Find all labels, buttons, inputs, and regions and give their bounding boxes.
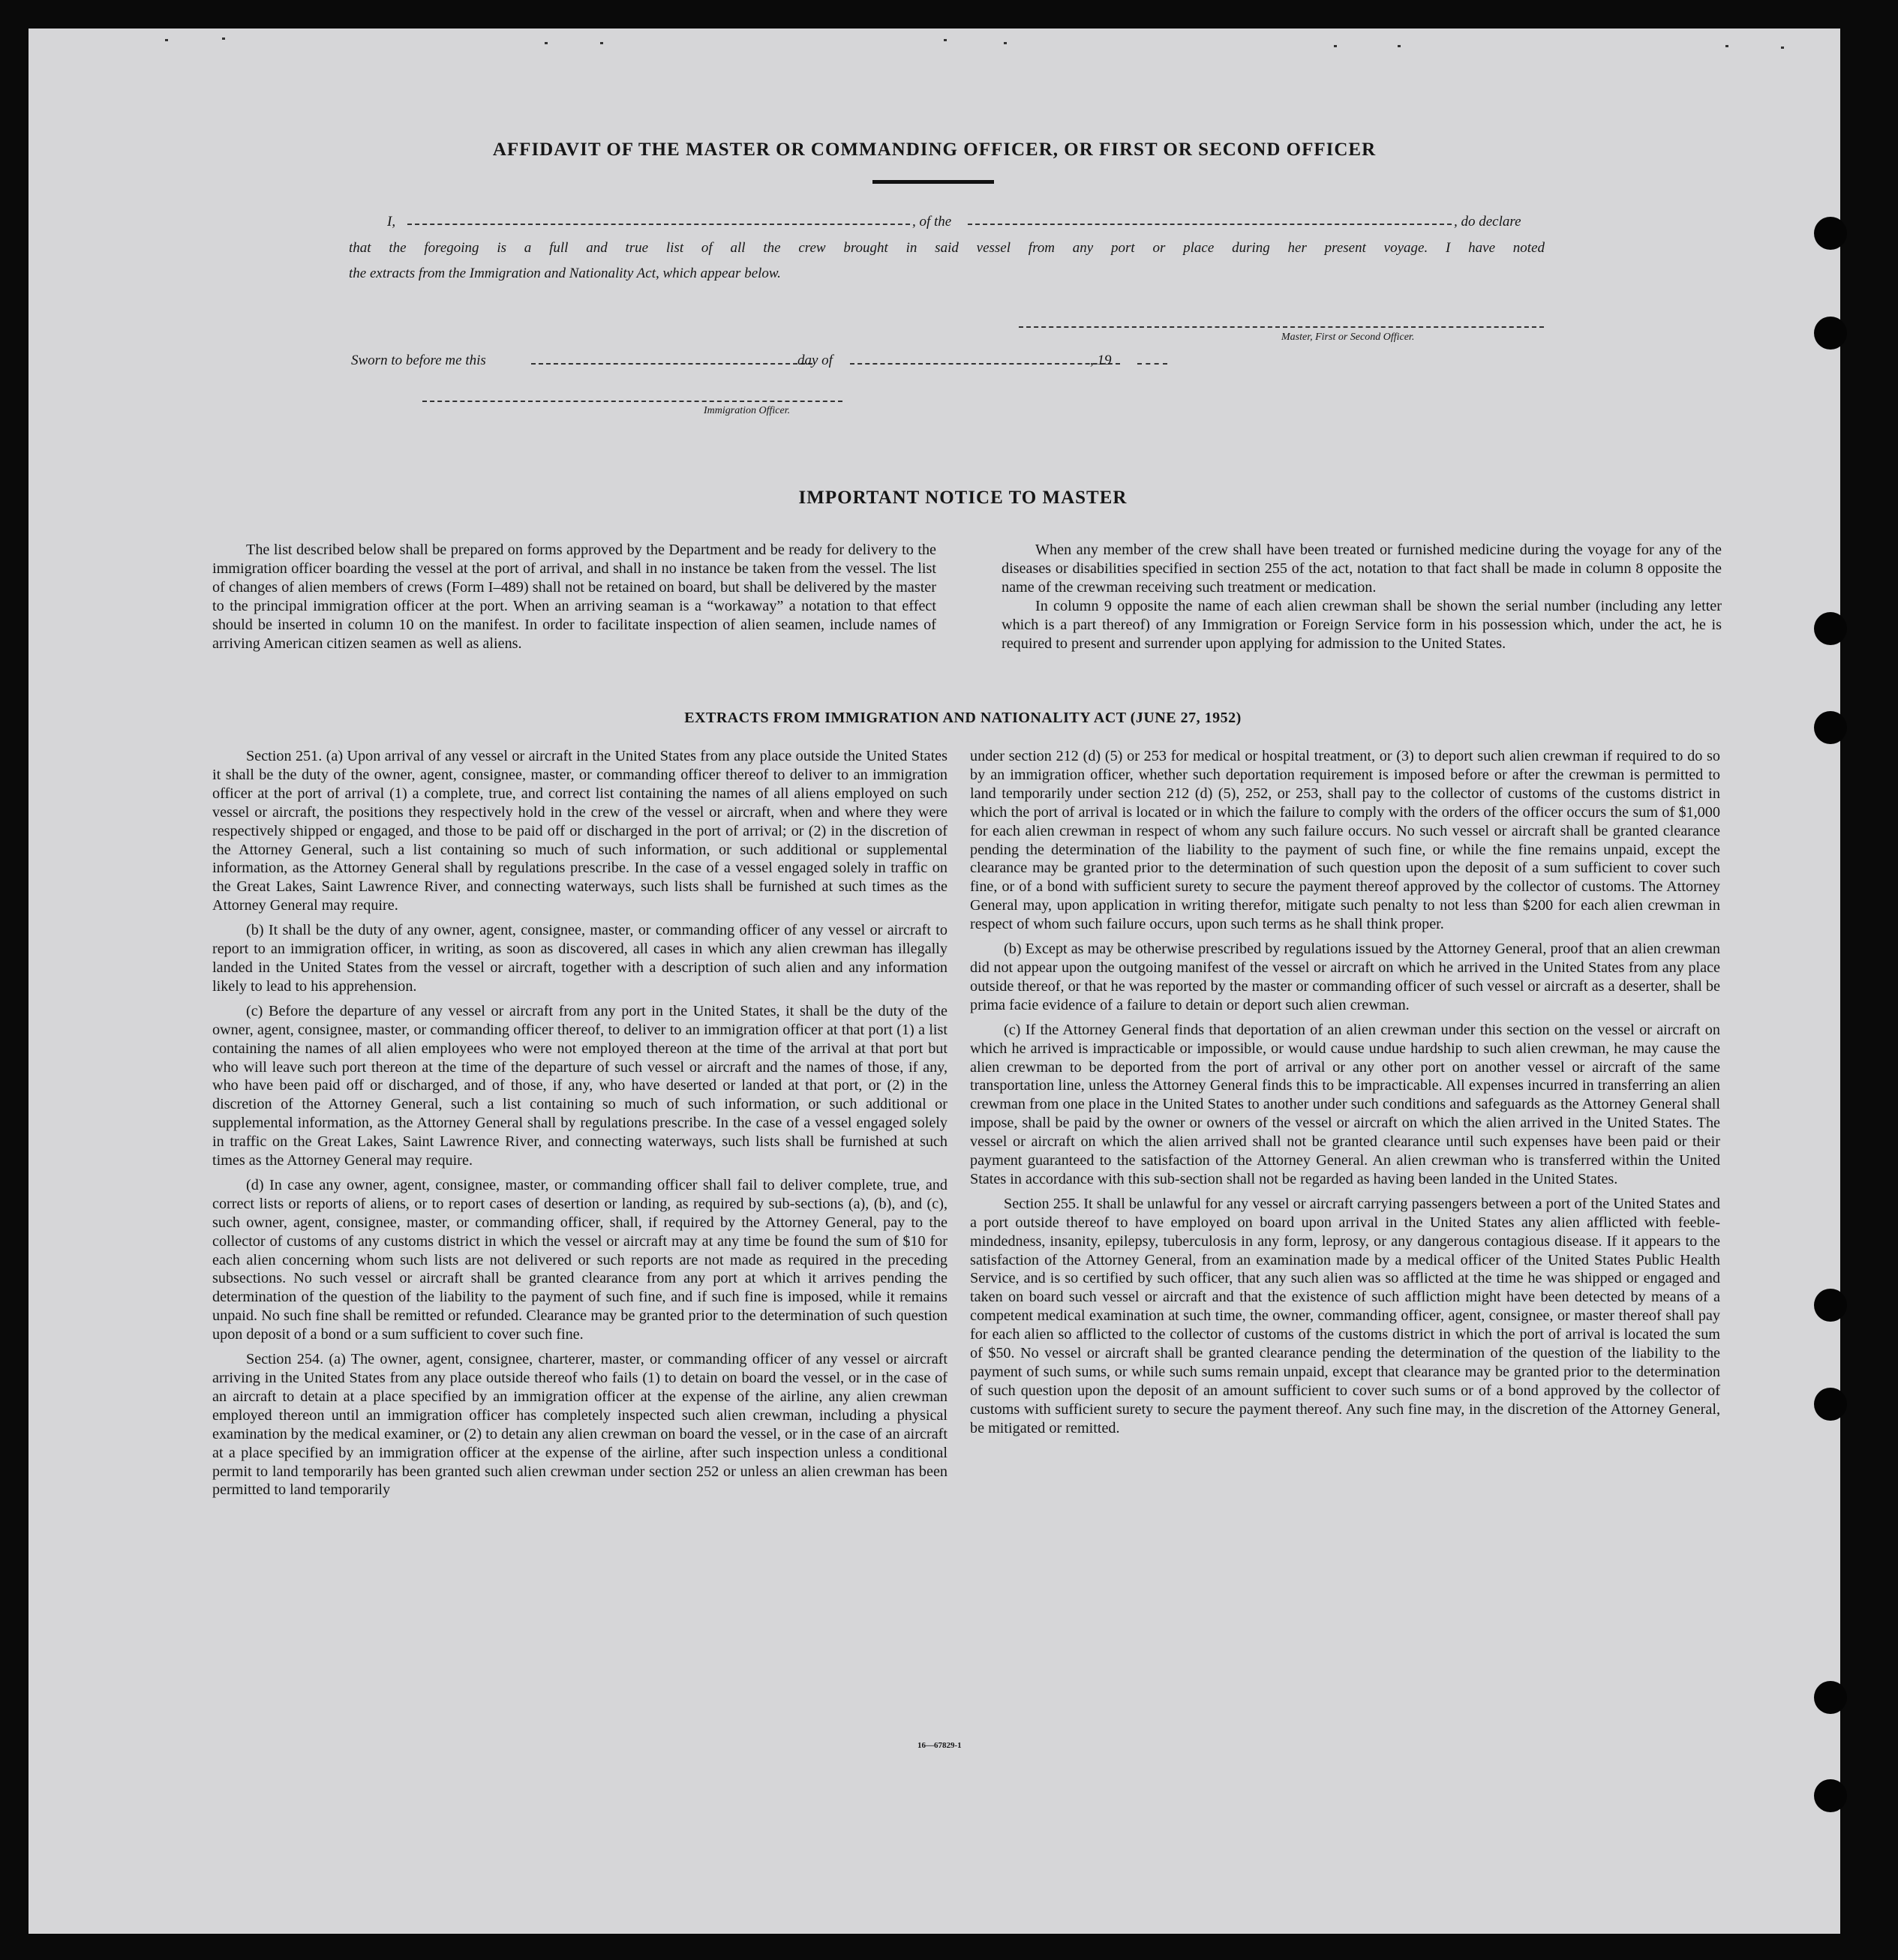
speck bbox=[1334, 45, 1337, 47]
title-rule bbox=[872, 180, 994, 184]
section-paragraph: (b) Except as may be otherwise prescribed by regulations issued by the Attorney General, proof that an alien crewman did not appear upon the outgoing manifest of the vessel or aircraft on which he arrived in the United States from any place outside thereof, or that he was reported by the master or commanding officer of such vessel or aircraft as a deserter, shall be prima facie evidence of a failure to detain or deport such alien crewman. bbox=[970, 941, 1720, 1013]
section-paragraph: (d) In case any owner, agent, consignee, master, or commanding officer shall fail to deliver complete, true, and correct lists or reports of aliens, or to report cases of desertion or landing, as required by sub-sections (a), (b), and (c), such owner, agent, consignee, master, or commanding officer, shall, if required by the Attorney General, pay to the collector of customs of any customs district in which the vessel or aircraft may at any time be found the sum of $10 for each alien concerning whom such lists are not delivered or such reports are not made as required in the preceding subsections. No such vessel or aircraft shall be granted clearance from any port at which it arrives pending the determination of the question of the liability to the payment of such fine, and if such fine is imposed, while it remains unpaid. No such fine shall be remitted or refunded. Clearance may be granted prior to the determination of such question upon deposit of a bond or a sum sufficient to cover such fine. bbox=[212, 1176, 947, 1343]
speck bbox=[1398, 45, 1401, 47]
notice-paragraph: The list described below shall be prepared on forms approved by the Department and be ready for delivery to the immigration officer boarding the vessel at the port of arrival, and shall in no instance be taken from the vessel. The list of changes of alien members of crews (Form I–489) shall not be retained on board, but shall be delivered by the master to the principal immigration officer at the port. When an arriving seaman is a “workaway” a notation to that effect should be inserted in column 10 on the manifest. In order to facilitate inspection of alien seamen, include names of arriving American citizen seamen as well as aliens. bbox=[212, 542, 936, 652]
affidavit-line-3: the extracts from the Immigration and Nationality Act, which appear below. bbox=[349, 266, 781, 281]
extracts-left-column bbox=[212, 747, 947, 1505]
punch-hole bbox=[1814, 317, 1847, 350]
affidavit-of-the: , of the bbox=[912, 214, 952, 230]
section-paragraph: under section 212 (d) (5) or 253 for medical or hospital treatment, or (3) to deport such alien crewman if required to do so by an immigration officer, whether such deportation requirement is imposed before or after the crewman is permitted to land temporarily under section 212 (d) (5), 252, or 253, shall pay to the collector of customs of the customs district in which the port of arrival is located or in which the failure to comply with the orders of the officer occurs the sum of $1,000 for each alien crewman in respect of whom any such failure occurs. No such vessel or aircraft shall be granted clearance pending the determination of the liability to the payment of such fine, or while the fine remains unpaid, except the clearance may be granted prior to the determination of such question upon the deposit of a sum sufficient to cover such fine, or of a bond with sufficient surety to secure the payment thereof approved by the collector of customs. The Attorney General may, upon application in writing therefor, mitigate such penalty to not less than $200 for each alien crewman in respect of whom such failure occurs, upon such terms as he shall think proper. bbox=[970, 748, 1720, 933]
punch-hole bbox=[1814, 217, 1847, 250]
section-paragraph: Section 255. It shall be unlawful for any vessel or aircraft carrying passengers between a port of the United States and a port outside thereof to have employed on board upon arrival in the United States any alien afflicted with feeble-mindedness, insanity, epilepsy, tuberculosis in any form, leprosy, or any dangerous contagious disease. If it appears to the satisfaction of the Attorney General, from an examination made by a medical officer of the United States Public Health Service, and is so certified by such officer, that any such alien was so afflicted at the time he was shipped or engaged and taken on board such vessel or aircraft and that the existence of such affliction might have been detected by means of a competent medical examination at such time, the owner, commanding officer, agent, consignee, or master thereof shall pay for each alien so afflicted to the collector of customs of the customs district in which the port of arrival is located the sum of $50. No vessel or aircraft shall be granted clearance pending the determination of the question of the liability to the payment of such sums, or while such sums remain unpaid, except that clearance may be granted prior to the determination of such question upon the deposit of an amount sufficient to cover such sums or of a bond approved by the collector of customs with sufficient surety to secure the payment thereof. Any such fine may, in the discretion of the Attorney General, be mitigated or remitted. bbox=[970, 1195, 1720, 1436]
notice-paragraph: In column 9 opposite the name of each alien crewman shall be shown the serial number (including any letter which is a part thereof) of any Immigration or Foreign Service form in his possession which, under the act, he is required to present and surrender upon applying for admission to the United States. bbox=[1002, 597, 1722, 652]
section-paragraph: (c) If the Attorney General finds that deportation of an alien crewman under this section on the vessel or aircraft on which he arrived is impracticable or impossible, or would cause undue hardship to such alien crewman, he may cause the alien crewman to be deported from the port of arrival or any other port on another vessel or aircraft of the same transportation line, unless the Attorney General finds this to be impracticable. All expenses incurred in transferring an alien crewman from one place in the United States to another under such conditions and safeguards as the Attorney General shall impose, shall be paid by the owner or owners of the vessel or aircraft on which the alien arrived in the United States. The vessel or aircraft on which the alien arrived shall not be granted clearance until such expenses have been paid or their payment guaranteed to the satisfaction of the Attorney General. An alien crewman who is transferred within the United States in accordance with this sub-section shall not be regarded as having been landed in the United States. bbox=[970, 1021, 1720, 1187]
day-of-label: day of bbox=[797, 353, 833, 368]
affidavit-do-declare: , do declare bbox=[1454, 214, 1521, 230]
officer-signature-line[interactable] bbox=[422, 401, 842, 402]
punch-hole bbox=[1814, 1289, 1847, 1322]
punch-hole bbox=[1814, 612, 1847, 645]
affidavit-i: I, bbox=[387, 214, 396, 230]
notice-right-column bbox=[1002, 541, 1722, 653]
punch-hole bbox=[1814, 1388, 1847, 1421]
section-paragraph: Section 254. (a) The owner, agent, consignee, charterer, master, or commanding officer of any vessel or aircraft arriving in the United States from any place outside thereof who fails (1) to detain on board the vessel, or in the case of an aircraft to detain at a place specified by an immigration officer at the expense of the airline, any alien crewman employed thereon until an immigration officer has completely inspected such alien crewman, including a physical examination by the medical examiner, or (2) to detain any alien crewman on board the vessel, or in the case of an aircraft at a place specified by an immigration officer at the expense of the airline, after such inspection unless a conditional permit to land temporarily has been granted such alien crewman under section 252 or unless an alien crewman has been permitted to land temporarily bbox=[212, 1351, 947, 1499]
speck bbox=[545, 42, 548, 44]
extracts-right-column bbox=[970, 747, 1720, 1444]
speck bbox=[1725, 45, 1728, 47]
punch-hole bbox=[1814, 1779, 1847, 1812]
master-signature-line[interactable] bbox=[1019, 326, 1544, 328]
form-code: 16—67829-1 bbox=[917, 1741, 962, 1750]
notice-title: IMPORTANT NOTICE TO MASTER bbox=[798, 488, 1128, 508]
sworn-year-blank[interactable] bbox=[1137, 363, 1167, 365]
master-signature-label: Master, First or Second Officer. bbox=[1281, 332, 1415, 343]
speck bbox=[1004, 42, 1007, 44]
document-page bbox=[29, 29, 1840, 1934]
affidavit-title: AFFIDAVIT OF THE MASTER OR COMMANDING OFFICER, OR FIRST OR SECOND OFFICER bbox=[492, 140, 1377, 160]
vessel-blank[interactable] bbox=[968, 224, 1452, 225]
speck bbox=[165, 39, 168, 41]
affidavit-line-2: that the foregoing is a full and true list of all the crew brought in said vessel from any port or place during her present voyage. I have noted bbox=[349, 240, 1545, 256]
sworn-month-blank[interactable] bbox=[850, 363, 1120, 365]
notice-paragraph: When any member of the crew shall have been treated or furnished medicine during the voyage for any of the diseases or disabilities specified in section 255 of the act, notation to that fact shall be made in column 8 opposite the name of the crewman receiving such treatment or medication. bbox=[1002, 542, 1722, 596]
sworn-label: Sworn to before me this bbox=[351, 353, 486, 368]
name-blank[interactable] bbox=[407, 224, 910, 225]
section-paragraph: (b) It shall be the duty of any owner, agent, consignee, master, or commanding officer of any vessel or aircraft to report to an immigration officer, in writing, as soon as discovered, all cases in which any alien crewman has illegally landed in the United States from the vessel or aircraft, together with a description of such alien and any information likely to lead to his apprehension. bbox=[212, 922, 947, 995]
officer-signature-label: Immigration Officer. bbox=[704, 405, 791, 416]
section-paragraph: (c) Before the departure of any vessel or aircraft from any port in the United States, it shall be the duty of the owner, agent, consignee, master, or commanding officer thereof, to deliver to an immigration officer at that port (1) a list containing the names of all alien employees who were not employed thereon at the time of the arrival at that port but who will leave such port thereon at the time of the departure of such vessel or aircraft and the names of those, if any, who have been paid off or discharged, and of those, if any, who have deserted or landed at that port, or (2) in the discretion of the Attorney General, such a list containing so much of such information, or such additional or supplemental information, as the Attorney General shall by regulations prescribe. In the case of a vessel engaged solely in traffic on the Great Lakes, Saint Lawrence River, and connecting waterways, such lists shall be furnished at such times as the Attorney General may require. bbox=[212, 1002, 947, 1169]
sworn-day-blank[interactable] bbox=[531, 363, 812, 365]
extracts-title: EXTRACTS FROM IMMIGRATION AND NATIONALITY ACT (JUNE 27, 1952) bbox=[684, 710, 1242, 726]
speck bbox=[944, 39, 947, 41]
year-label: , 19 bbox=[1090, 353, 1112, 368]
speck bbox=[600, 42, 603, 44]
punch-hole bbox=[1814, 1681, 1847, 1714]
notice-left-column bbox=[212, 541, 936, 653]
section-paragraph: Section 251. (a) Upon arrival of any vessel or aircraft in the United States from any place outside the United States it shall be the duty of the owner, agent, consignee, master, or commanding officer thereof to deliver to an immigration officer at the port of arrival (1) a complete, true, and correct list containing the names of all aliens employed on such vessel or aircraft, the positions they respectively hold in the crew of the vessel or aircraft, when and where they were respectively shipped or engaged, and those to be paid off or discharged in the port of arrival; or (2) in the discretion of the Attorney General, such a list containing so much of such information, or such additional or supplemental information, as the Attorney General shall by regulations prescribe. In the case of a vessel engaged solely in traffic on the Great Lakes, Saint Lawrence River, and connecting waterways, such lists shall be furnished at such times as the Attorney General may require. bbox=[212, 748, 947, 914]
speck bbox=[1781, 47, 1784, 49]
speck bbox=[222, 38, 225, 40]
